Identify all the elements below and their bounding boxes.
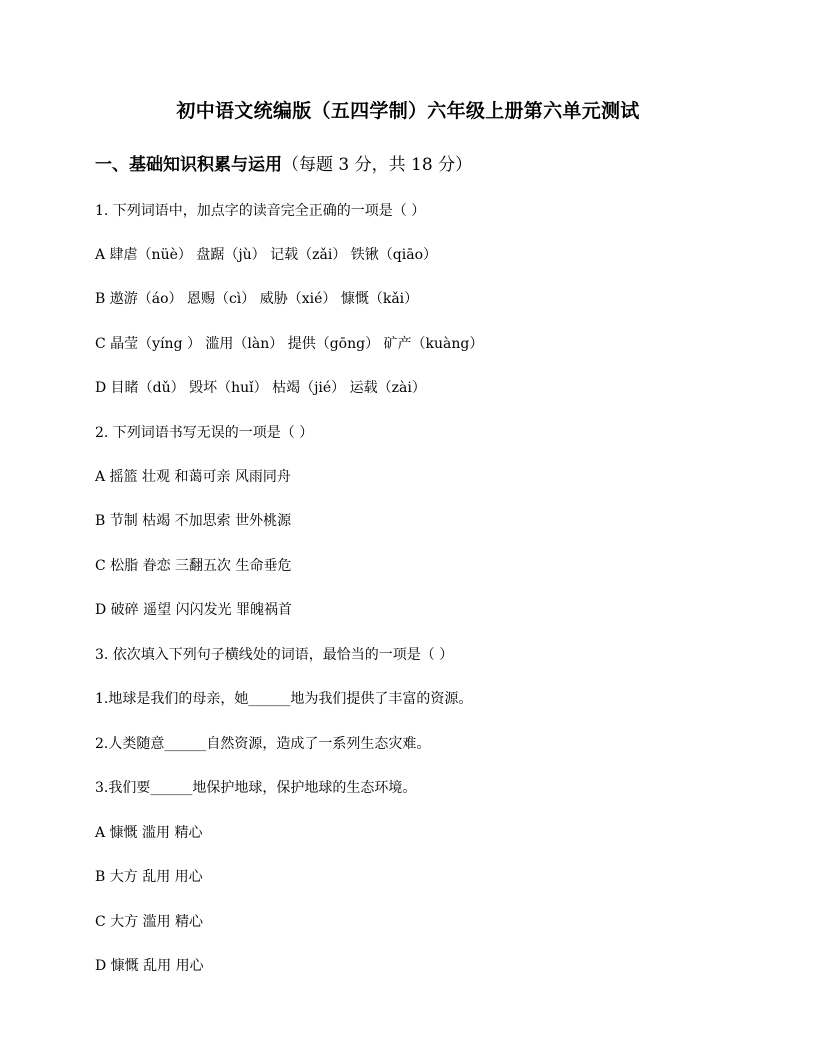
question-1-option-c: C 晶莹（yíng ） 滥用（làn） 提供（gōng） 矿产（kuàng） xyxy=(95,336,484,352)
question-3-option-d: D 慷慨 乱用 用心 xyxy=(95,958,204,974)
question-3-option-c: C 大方 滥用 精心 xyxy=(95,914,204,930)
question-1-option-a: A 肆虐（nüè） 盘踞（jù） 记载（zǎi） 铁锹（qiāo） xyxy=(95,247,438,263)
question-1-stem: 1. 下列词语中，加点字的读音完全正确的一项是（ ） xyxy=(95,203,426,219)
section-heading xyxy=(95,150,472,175)
question-1-option-d: D 目睹（dǔ） 毁坏（huǐ） 枯竭（jié） 运载（zài） xyxy=(95,380,426,396)
question-3-sentence-1: 1.地球是我们的母亲，她______地为我们提供了丰富的资源。 xyxy=(95,691,473,707)
question-1-option-b: B 遨游（áo） 恩赐（cì） 威胁（xié） 慷慨（kǎi） xyxy=(95,291,419,307)
document-title: 初中语文统编版（五四学制）六年级上册第六单元测试 xyxy=(176,100,640,122)
question-2-stem: 2. 下列词语书写无误的一项是（ ） xyxy=(95,425,314,441)
question-3-sentence-2: 2.人类随意______自然资源，造成了一系列生态灾难。 xyxy=(95,736,431,752)
question-3-option-b: B 大方 乱用 用心 xyxy=(95,869,203,885)
question-3-sentence-3: 3.我们要______地保护地球，保护地球的生态环境。 xyxy=(95,780,417,796)
section-heading-text: 一、基础知识积累与运用 xyxy=(95,155,282,175)
question-3-stem: 3. 依次填入下列句子横线处的词语，最恰当的一项是（ ） xyxy=(95,647,454,663)
question-2-option-c: C 松脂 眷恋 三翻五次 生命垂危 xyxy=(95,558,292,574)
question-2-option-d: D 破碎 遥望 闪闪发光 罪魄祸首 xyxy=(95,602,293,618)
question-2-option-a: A 摇篮 壮观 和蔼可亲 风雨同舟 xyxy=(95,469,291,485)
section-score-note: （每题 3 分，共 18 分） xyxy=(282,155,473,175)
question-3-option-a: A 慷慨 滥用 精心 xyxy=(95,825,203,841)
question-2-option-b: B 节制 枯竭 不加思索 世外桃源 xyxy=(95,513,292,529)
